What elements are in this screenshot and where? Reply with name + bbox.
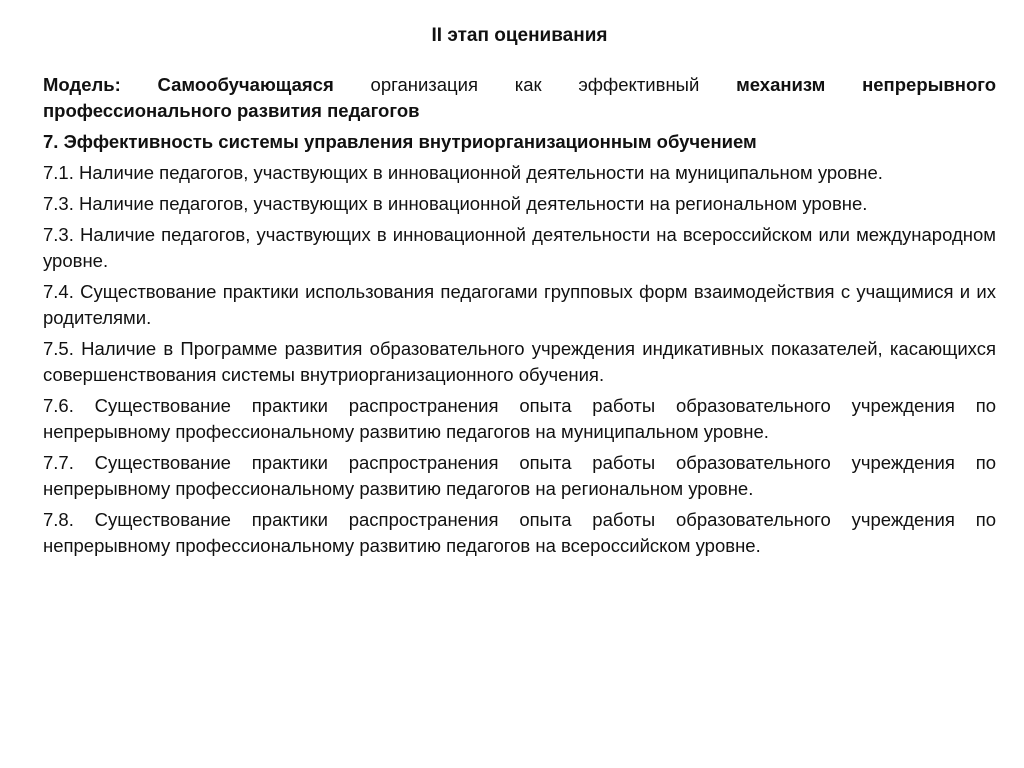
- criterion-item: 7.1. Наличие педагогов, участвующих в инновационной деятельности на муниципальном уровне.: [43, 162, 883, 183]
- model-bold-end: механизм непрерывного профессионального развития педагогов: [43, 74, 997, 121]
- criterion-item: 7.8. Существование практики распространения опыта работы образовательного учреждения по непрерывному профессиональному развитию педагогов на всероссийском уровне.: [43, 509, 996, 556]
- model-label: Модель:: [43, 74, 121, 95]
- criterion-item: 7.7. Существование практики распространения опыта работы образовательного учреждения по непрерывному профессиональному развитию педагогов на региональном уровне.: [43, 452, 996, 499]
- section-heading: 7. Эффективность системы управления внутриорганизационным обучением: [43, 131, 757, 152]
- page-title: II этап оценивания: [431, 25, 608, 46]
- criterion-item: 7.4. Существование практики использования педагогами групповых форм взаимодействия с учащимися и их родителями.: [43, 281, 996, 328]
- criterion-item: 7.3. Наличие педагогов, участвующих в инновационной деятельности на всероссийском или международном уровне.: [43, 224, 996, 271]
- model-paragraph: [43, 72, 996, 124]
- criterion-item: 7.6. Существование практики распространения опыта работы образовательного учреждения по непрерывному профессиональному развитию педагогов на муниципальном уровне.: [43, 395, 996, 442]
- model-name: Самообучающаяся: [157, 74, 334, 95]
- criterion-item: 7.5. Наличие в Программе развития образовательного учреждения индикативных показателей, касающихся совершенствования системы внутриорганизационного обучения.: [43, 338, 996, 385]
- criterion-item: 7.3. Наличие педагогов, участвующих в инновационной деятельности на региональном уровне.: [43, 193, 868, 214]
- model-text: организация как эффективный: [370, 74, 700, 95]
